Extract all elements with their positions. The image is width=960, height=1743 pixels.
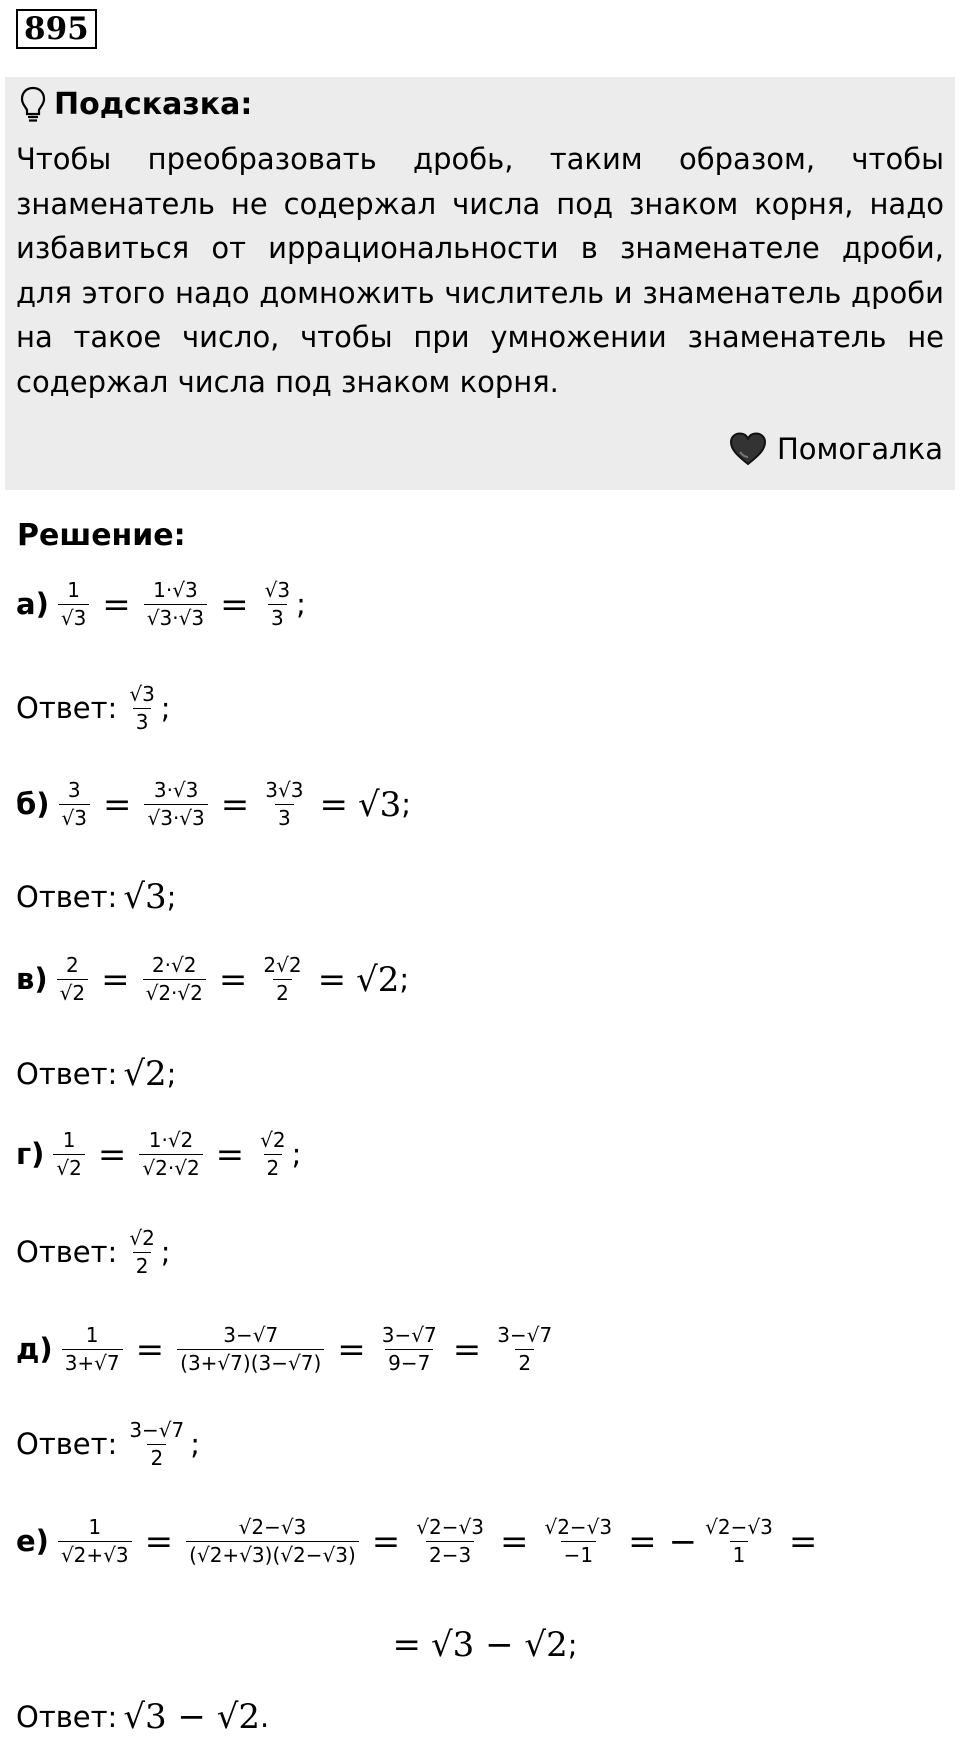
denominator: 2 [264, 1154, 283, 1179]
part-label: а) [16, 587, 49, 621]
numerator: 1·√2 [148, 1128, 194, 1152]
denominator: √3·√3 [144, 804, 207, 829]
numerator: 1 [62, 1128, 76, 1152]
denominator: √2·√2 [139, 1154, 202, 1179]
punctuation: ; [160, 691, 171, 725]
answer-value: √2 [123, 1054, 167, 1094]
denominator: 3 [268, 604, 287, 629]
hint-header [20, 85, 252, 125]
fraction [139, 1130, 202, 1179]
heart-icon [729, 432, 767, 466]
fraction [177, 1325, 324, 1374]
denominator: √2 [53, 1154, 84, 1179]
numerator: 2 [65, 953, 79, 977]
punctuation: ; [190, 1427, 201, 1461]
numerator: 3−√7 [497, 1323, 553, 1347]
denominator: 2 [133, 1252, 152, 1277]
denominator: √2 [57, 979, 88, 1004]
punctuation: ; [166, 879, 177, 914]
fraction [186, 1517, 359, 1566]
denominator: 2 [273, 979, 292, 1004]
answer-label: Ответ: [16, 879, 118, 914]
fraction [57, 955, 88, 1004]
fraction [494, 1325, 555, 1374]
numerator: √3 [264, 578, 291, 602]
hint-title: Подсказка: [54, 87, 253, 122]
part-label: г) [16, 1137, 45, 1171]
numerator: 2√2 [263, 953, 302, 977]
equals-sign: = [218, 959, 248, 1000]
equals-sign: = [220, 584, 249, 625]
numerator: 1 [88, 1515, 102, 1539]
equals-sign: = [144, 1521, 174, 1562]
part-d-solution [16, 1325, 558, 1374]
denominator: 2−3 [426, 1541, 474, 1566]
punctuation: ; [166, 1056, 177, 1091]
result: √2 [356, 959, 400, 1000]
equals-sign: = [628, 1521, 657, 1562]
numerator: 3−√7 [129, 1418, 185, 1442]
equals-sign: = [371, 1521, 401, 1562]
denominator: √3 [59, 804, 90, 829]
answer-label: Ответ: [16, 1699, 118, 1734]
denominator: (√2+√3)(√2−√3) [186, 1541, 359, 1566]
equals-sign: = [317, 959, 347, 1000]
equals-sign: = [220, 784, 250, 825]
fraction [58, 1517, 132, 1566]
numerator: 1 [67, 578, 80, 602]
denominator: √2+√3 [58, 1541, 132, 1566]
denominator: 3 [275, 804, 294, 829]
part-a-solution [16, 580, 306, 629]
denominator: 2 [147, 1444, 166, 1469]
numerator: √2 [260, 1128, 286, 1152]
part-g-solution [16, 1130, 301, 1179]
fraction [262, 780, 306, 829]
punctuation: ; [160, 1235, 171, 1269]
task-number: 895 [16, 9, 97, 49]
part-e-continuation [0, 1625, 960, 1665]
denominator: −1 [561, 1541, 596, 1566]
fraction [541, 1517, 615, 1566]
brand-name: Помогалка [777, 432, 943, 466]
fraction [702, 1517, 776, 1566]
equals-sign: = [101, 959, 130, 1000]
punctuation: ; [291, 1137, 302, 1171]
part-a-answer [16, 684, 171, 733]
part-label: е) [16, 1524, 49, 1558]
punctuation: . [260, 1699, 270, 1734]
fraction [53, 1130, 84, 1179]
numerator: 3−√7 [223, 1323, 279, 1347]
part-label: в) [16, 962, 48, 996]
part-v-solution [16, 955, 409, 1004]
punctuation: ; [296, 587, 306, 621]
solution-title: Решение: [17, 518, 186, 553]
punctuation: ; [401, 787, 412, 821]
numerator: √3 [129, 682, 155, 706]
fraction [126, 1228, 157, 1277]
fraction [260, 955, 304, 1004]
fraction [62, 1325, 123, 1374]
denominator: 1 [730, 1541, 749, 1566]
numerator: √2 [129, 1226, 155, 1250]
punctuation: ; [567, 1628, 578, 1662]
denominator: 3+√7 [62, 1349, 123, 1374]
answer-value: √3 − √2 [123, 1697, 261, 1737]
fraction [143, 955, 206, 1004]
brand-signature [729, 429, 943, 469]
fraction [59, 780, 90, 829]
part-label: б) [16, 787, 50, 821]
fraction [262, 580, 293, 629]
part-e-answer [16, 1697, 270, 1737]
fraction [413, 1517, 487, 1566]
numerator: 1 [85, 1323, 99, 1347]
denominator: √3·√3 [144, 604, 207, 629]
equals-sign: = [499, 1521, 529, 1562]
fraction [58, 580, 89, 629]
denominator: √2·√2 [143, 979, 206, 1004]
lightbulb-icon [20, 86, 46, 124]
numerator: 2·√2 [151, 953, 197, 977]
answer-label: Ответ: [16, 1235, 118, 1269]
numerator: 3−√7 [381, 1323, 437, 1347]
fraction [257, 1130, 288, 1179]
fraction [144, 780, 207, 829]
equals-sign: = [392, 1625, 421, 1665]
part-v-answer [16, 1054, 177, 1094]
part-e-solution [16, 1517, 827, 1566]
denominator: 2 [515, 1349, 534, 1374]
punctuation: ; [399, 962, 410, 996]
equals-sign: = [97, 1134, 127, 1175]
denominator: 9−7 [385, 1349, 433, 1374]
numerator: 1·√3 [153, 578, 198, 602]
numerator: 3√3 [265, 778, 304, 802]
equals-sign: = [319, 784, 348, 825]
denominator: (3+√7)(3−√7) [177, 1349, 324, 1374]
numerator: 3·√3 [153, 778, 199, 802]
result: √3 [357, 784, 402, 825]
hint-text: Чтобы преобразовать дробь, таким образом, чтобы знаменатель не содержал числа под знаком корня, надо избавиться от иррациональности в знаменателе дроби, для этого надо домножить числитель и знаменатель дроби на такое число, чтобы при умножении знаменатель не содержал числа под знаком корня. [16, 142, 944, 399]
equals-sign: = [102, 584, 131, 625]
part-label: д) [16, 1332, 53, 1366]
numerator: √2−√3 [544, 1515, 613, 1539]
numerator: √2−√3 [705, 1515, 773, 1539]
equals-sign: = [452, 1329, 482, 1370]
hint-box [5, 77, 955, 490]
equals-sign: = [215, 1134, 245, 1175]
answer-label: Ответ: [16, 691, 118, 725]
fraction [379, 1325, 440, 1374]
result: √3 − √2 [431, 1625, 568, 1665]
equals-sign: = [135, 1329, 165, 1370]
part-b-answer [16, 877, 177, 917]
fraction [126, 684, 157, 733]
part-d-answer [16, 1420, 200, 1469]
numerator: 3 [67, 778, 81, 802]
minus-sign: − [668, 1521, 698, 1562]
numerator: √2−√3 [416, 1515, 484, 1539]
denominator: 3 [133, 708, 152, 733]
equals-sign: = [337, 1329, 366, 1370]
part-g-answer [16, 1228, 171, 1277]
part-b-solution [16, 780, 411, 829]
answer-label: Ответ: [16, 1056, 118, 1091]
answer-label: Ответ: [16, 1427, 118, 1461]
numerator: √2−√3 [238, 1515, 307, 1539]
fraction [126, 1420, 187, 1469]
equals-sign: = [102, 784, 132, 825]
answer-value: √3 [123, 877, 167, 917]
fraction [144, 580, 207, 629]
denominator: √3 [58, 604, 89, 629]
equals-sign: = [788, 1521, 818, 1562]
